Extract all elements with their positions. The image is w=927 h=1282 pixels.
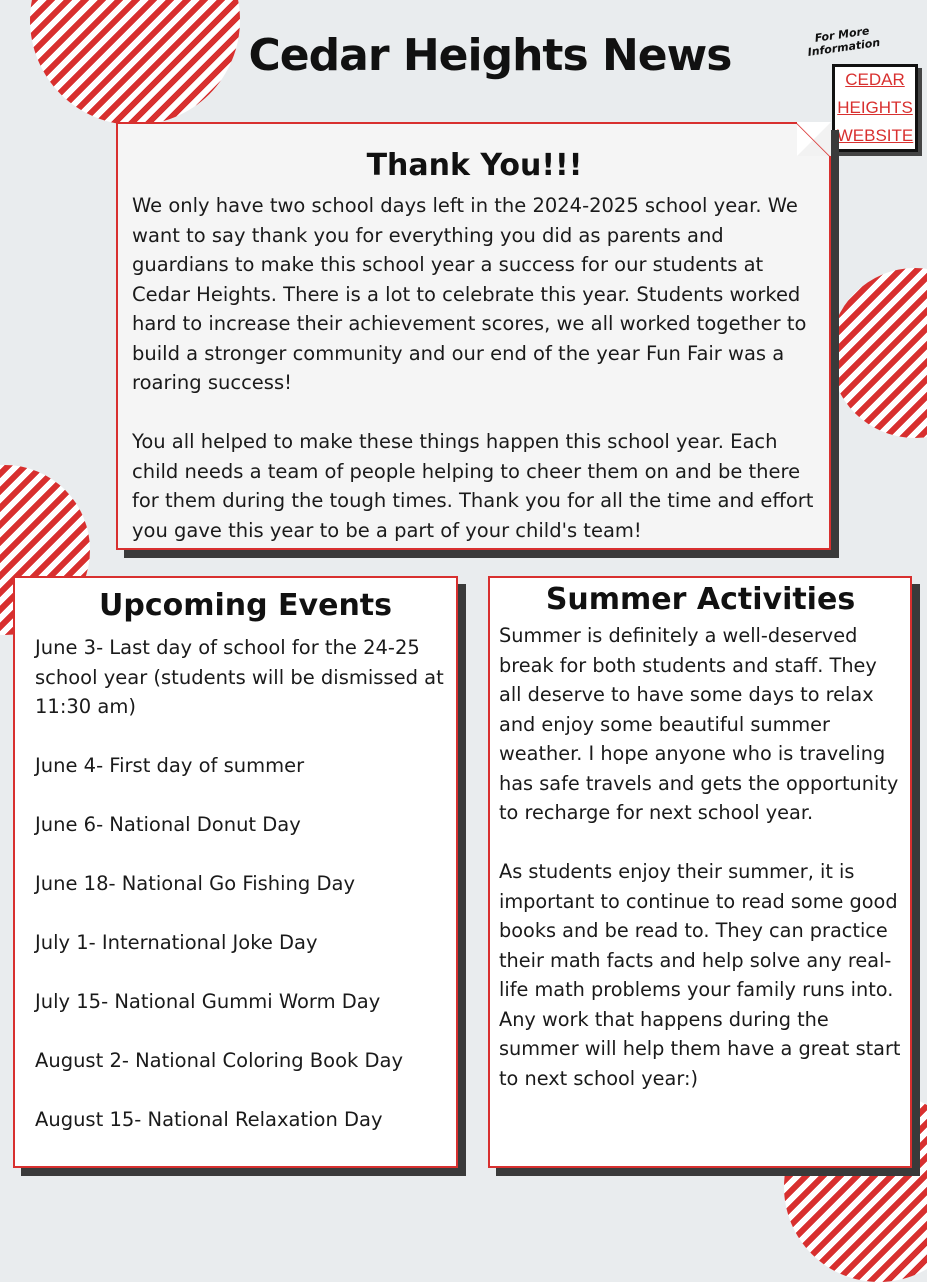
event-item: July 1- International Joke Day bbox=[35, 931, 318, 954]
event-item: June 4- First day of summer bbox=[35, 754, 305, 777]
event-item: June 3- Last day of school for the 24-25 school year (students will be dismissed at 11:30 am) bbox=[35, 636, 444, 718]
event-item: August 2- National Coloring Book Day bbox=[35, 1049, 404, 1072]
thank-you-card bbox=[116, 122, 831, 550]
info-note: For More Information bbox=[806, 24, 881, 59]
event-item: June 6- National Donut Day bbox=[35, 813, 301, 836]
summer-paragraph: As students enjoy their summer, it is important to continue to read some good books and be read to. They can practice their math facts and help solve any real-life math problems your family runs into. Any work that happens during the summer will help them have a great start to next school year:) bbox=[499, 860, 901, 1090]
events-list bbox=[35, 633, 456, 1135]
summer-heading: Summer Activities bbox=[545, 582, 856, 617]
thank-you-paragraph: You all helped to make these things happen this school year. Each child needs a team of people helping to cheer them on and be there for them during the tough times. Thank you for all the time and effort you gave this year to be a part of your child's team! bbox=[132, 430, 814, 542]
striped-circle-top-left bbox=[30, 0, 240, 125]
summer-activities-card bbox=[488, 576, 912, 1168]
striped-circle-right bbox=[830, 268, 927, 438]
event-item: August 15- National Relaxation Day bbox=[35, 1108, 383, 1131]
summer-paragraph: Summer is definitely a well-deserved break for both students and staff. They all deserve to have some days to relax and enjoy some beautiful summer weather. I hope anyone who is traveling has safe travels and gets the opportunity to recharge for next school year. bbox=[499, 624, 899, 824]
event-item: July 15- National Gummi Worm Day bbox=[35, 990, 381, 1013]
website-link-button[interactable]: CEDAR HEIGHTS WEBSITE bbox=[832, 64, 918, 152]
events-heading: Upcoming Events bbox=[99, 588, 392, 623]
folded-corner-line bbox=[795, 122, 831, 158]
thank-you-heading: Thank You!!! bbox=[366, 148, 583, 183]
event-item: June 18- National Go Fishing Day bbox=[35, 872, 355, 895]
upcoming-events-card bbox=[13, 576, 458, 1168]
thank-you-paragraph: We only have two school days left in the 2024-2025 school year. We want to say thank you for everything you did as parents and guardians to make this school year a success for our students at Cedar Heights. There is a lot to celebrate this year. Students worked hard to increase their achievement scores, we all worked together to build a stronger community and our end of the year Fun Fair was a roaring success! bbox=[132, 194, 807, 394]
newsletter-title: Cedar Heights News bbox=[248, 30, 732, 81]
